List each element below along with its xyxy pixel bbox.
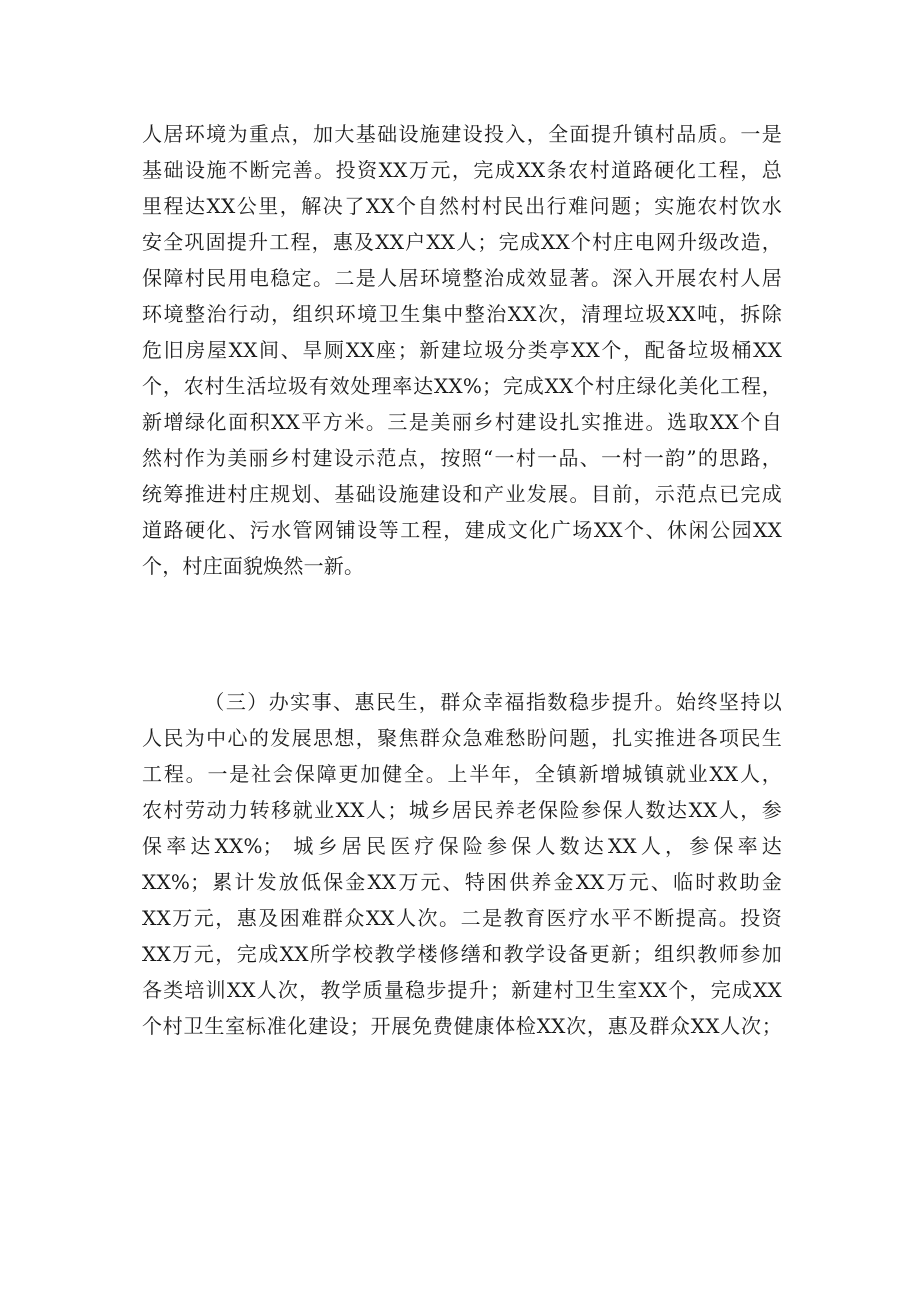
text-line: 人居环境为重点，加大基础设施建设投入，全面提升镇村品质。一是 <box>142 122 782 146</box>
text-line: 个，村庄面貌焕然一新。 <box>142 554 365 578</box>
text-line: 各类培训XX人次，教学质量稳步提升；新建村卫生室XX个，完成XX <box>142 978 782 1002</box>
text-line: 个，农村生活垃圾有效处理率达XX%；完成XX个村庄绿化美化工程， <box>142 374 782 398</box>
paragraph-infrastructure <box>142 116 782 584</box>
text-line: 环境整治行动，组织环境卫生集中整治XX次，清理垃圾XX吨，拆除 <box>142 302 782 326</box>
text-line: 里程达XX公里，解决了XX个自然村村民出行难问题；实施农村饮水 <box>142 194 782 218</box>
paragraph-livelihood <box>142 684 782 1044</box>
text-line: 道路硬化、污水管网铺设等工程，建成文化广场XX个、休闲公园XX <box>142 518 782 542</box>
text-line: 基础设施不断完善。投资XX万元，完成XX条农村道路硬化工程，总 <box>142 158 782 182</box>
text-line: 人民为中心的发展思想，聚焦群众急难愁盼问题，扎实推进各项民生 <box>142 726 782 750</box>
text-line: （三）办实事、惠民生，群众幸福指数稳步提升。始终坚持以 <box>142 690 782 714</box>
text-line: 危旧房屋XX间、旱厕XX座；新建垃圾分类亭XX个，配备垃圾桶XX <box>142 338 782 362</box>
text-line: 农村劳动力转移就业XX人；城乡居民养老保险参保人数达XX人，参 <box>142 798 782 822</box>
text-line: XX%；累计发放低保金XX万元、特困供养金XX万元、临时救助金 <box>142 870 782 894</box>
text-line: 统筹推进村庄规划、基础设施建设和产业发展。目前，示范点已完成 <box>142 482 782 506</box>
text-line: 安全巩固提升工程，惠及XX户XX人；完成XX个村庄电网升级改造， <box>142 230 782 254</box>
text-line: XX万元，惠及困难群众XX人次。二是教育医疗水平不断提高。投资 <box>142 906 782 930</box>
text-line: 保障村民用电稳定。二是人居环境整治成效显著。深入开展农村人居 <box>142 266 782 290</box>
text-line: 工程。一是社会保障更加健全。上半年，全镇新增城镇就业XX人， <box>142 762 782 786</box>
text-line: 然村作为美丽乡村建设示范点，按照“一村一品、一村一韵”的思路， <box>142 446 782 470</box>
text-line: 新增绿化面积XX平方米。三是美丽乡村建设扎实推进。选取XX个自 <box>142 410 782 434</box>
text-line: 保率达XX%； 城乡居民医疗保险参保人数达XX人，参保率达 <box>142 834 782 858</box>
text-line: 个村卫生室标准化建设；开展免费健康体检XX次，惠及群众XX人次； <box>142 1014 782 1038</box>
text-line: XX万元，完成XX所学校教学楼修缮和教学设备更新；组织教师参加 <box>142 942 782 966</box>
